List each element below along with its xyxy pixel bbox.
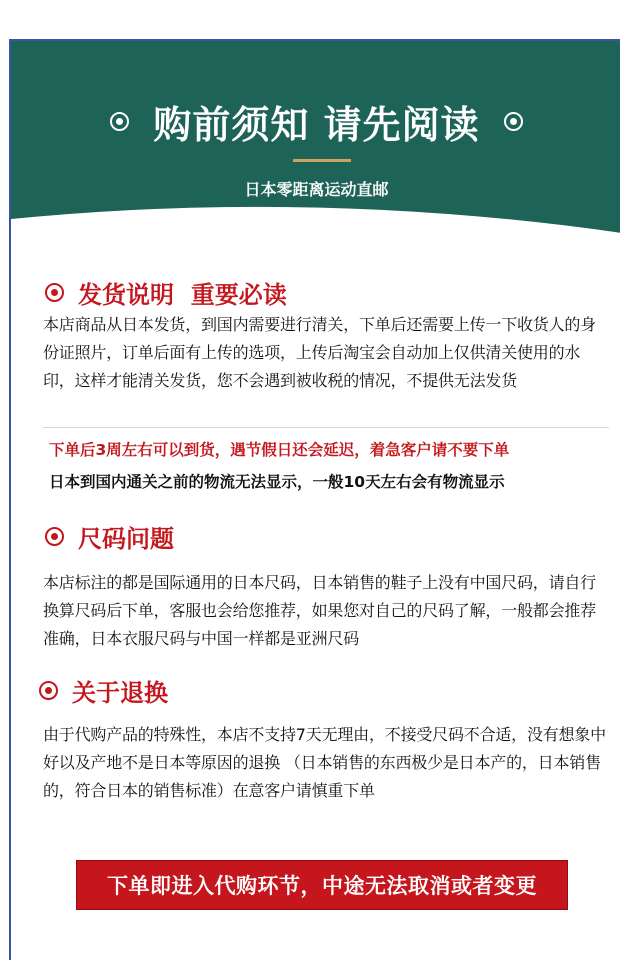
- size-paragraph: [43, 569, 609, 653]
- header-banner: [11, 41, 620, 281]
- bullseye-icon: [110, 112, 129, 131]
- section-divider: [43, 427, 609, 428]
- returns-heading-text: 关于退换: [72, 678, 168, 707]
- gold-divider: [293, 159, 351, 162]
- banner-title-row: [11, 93, 620, 149]
- bullseye-icon: [39, 681, 58, 700]
- shipping-paragraph-text: 本店商品从日本发货，到国内需要进行清关，下单后还需要上传一下收货人的身份证照片，订单后面有上传的选项，上传后淘宝会自动加上仅供清关使用的水印，这样才能清关发货，您不会遇到被收税的情况，不提供无法发货: [43, 315, 597, 390]
- shipping-heading-text: 发货说明 重要必读: [78, 280, 287, 309]
- shipping-heading: [45, 275, 287, 310]
- returns-heading: [39, 673, 168, 708]
- page-title: 购前须知 请先阅读: [153, 101, 480, 147]
- shipping-paragraph: [43, 311, 609, 395]
- size-heading: [45, 519, 174, 554]
- notice-card: [9, 39, 620, 960]
- bullseye-icon: [504, 112, 523, 131]
- bullseye-icon: [45, 283, 64, 302]
- logistics-notice: 日本到国内通关之前的物流无法显示，一般10天左右会有物流显示: [49, 473, 505, 491]
- delivery-time-notice: 下单后3周左右可以到货，遇节假日还会延迟，着急客户请不要下单: [49, 441, 510, 459]
- returns-paragraph: [43, 721, 609, 805]
- bullseye-icon: [45, 527, 64, 546]
- page-subtitle: 日本零距离运动直邮: [244, 180, 389, 199]
- size-paragraph-text: 本店标注的都是国际通用的日本尺码，日本销售的鞋子上没有中国尺码，请自行换算尺码后下单，客服也会给您推荐，如果您对自己的尺码了解，一般都会推荐准确，日本衣服尺码与中国一样都是亚洲尺码: [43, 573, 597, 648]
- order-warning-banner: 下单即进入代购环节，中途无法取消或者变更: [76, 860, 568, 910]
- size-heading-text: 尺码问题: [78, 524, 174, 553]
- returns-paragraph-text: 由于代购产品的特殊性，本店不支持7天无理由，不接受尺码不合适，没有想象中好以及产地不是日本等原因的退换 （日本销售的东西极少是日本产的，日本销售的，符合日本的销售标准）在意客户请慎重下单: [43, 725, 606, 800]
